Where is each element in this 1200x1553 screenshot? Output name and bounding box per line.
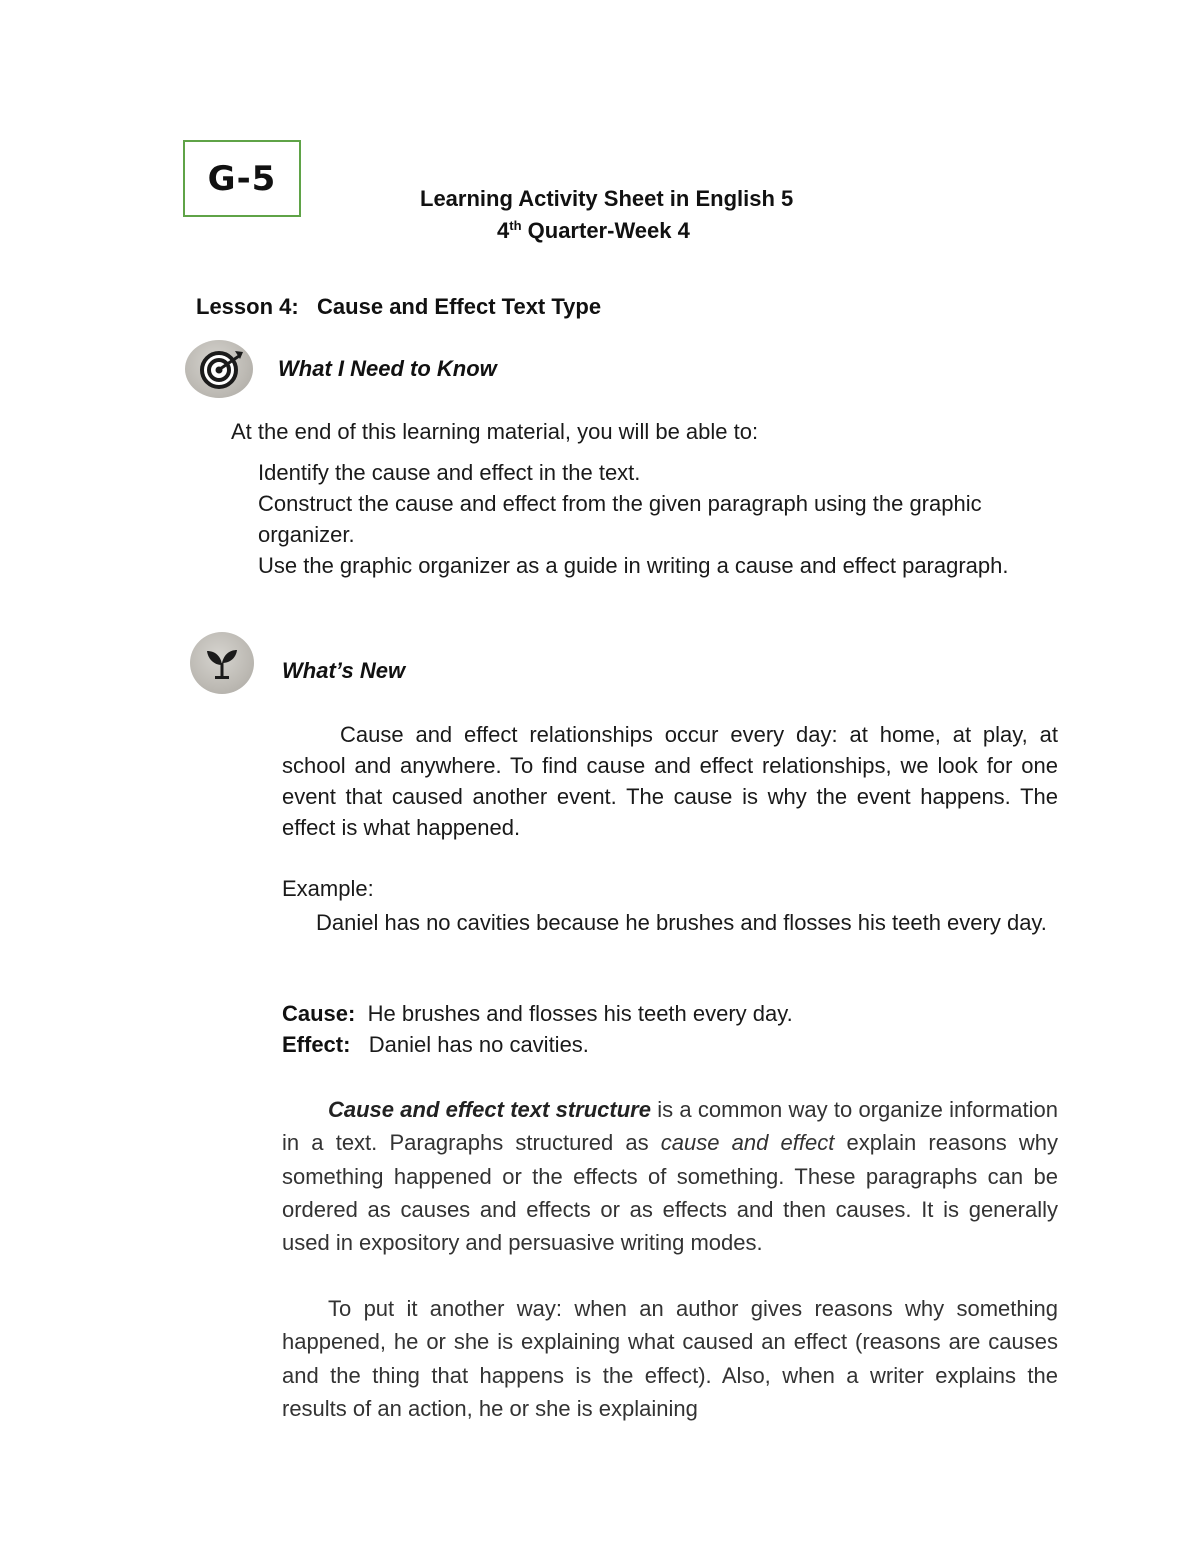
quarter-suffix: th — [509, 218, 522, 233]
leaf-icon — [190, 632, 254, 694]
example-sentence: Daniel has no cavities because he brushes and flosses his teeth every day. — [316, 910, 1047, 935]
structure-text-1: is a common way to organize information in a text. Paragraphs structured as — [282, 1097, 1058, 1156]
objectives-list — [258, 457, 1048, 581]
structure-text-2: explain reasons why something happened or the effects of something. These paragraphs can be ordered as causes and effects or as effects and then causes. It is generally used in expository and persuasive writing modes. — [282, 1130, 1058, 1256]
example-label: Example: — [282, 876, 374, 901]
whats-new-heading: What’s New — [282, 658, 406, 683]
lesson-heading — [196, 294, 601, 320]
lesson-label: Lesson 4: — [196, 294, 299, 319]
sheet-title: Learning Activity Sheet in English 5 — [420, 186, 794, 211]
cause-text: He brushes and flosses his teeth every day. — [367, 1001, 793, 1026]
objective-item: Construct the cause and effect from the given paragraph using the graphic organizer. — [258, 491, 982, 547]
objectives-intro: At the end of this learning material, you will be able to: — [231, 419, 759, 444]
another-way-paragraph: To put it another way: when an author gives reasons why something happened, he or she is explaining what caused an effect (reasons are causes and the thing that happens is the effect). Also, when a writer explains the results of an action, he or she is explaining — [282, 1296, 1058, 1421]
quarter-number: 4 — [497, 218, 510, 243]
structure-term: Cause and effect text structure — [328, 1097, 651, 1122]
objective-item: Use the graphic organizer as a guide in writing a cause and effect paragraph. — [258, 553, 1009, 578]
target-icon — [185, 340, 253, 398]
effect-text: Daniel has no cavities. — [368, 1032, 589, 1057]
text-structure-paragraph — [282, 1093, 1058, 1259]
effect-label: Effect: — [282, 1032, 351, 1057]
grade-level-box: G-5 — [183, 140, 301, 217]
lesson-title: Cause and Effect Text Type — [317, 294, 602, 319]
quarter-week — [497, 218, 690, 244]
what-i-need-to-know-heading: What I Need to Know — [278, 356, 497, 381]
structure-italic: cause and effect — [660, 1130, 835, 1156]
quarter-week-text: Quarter-Week 4 — [521, 218, 690, 243]
whats-new-paragraph: Cause and effect relationships occur every day: at home, at play, at school and anywhere. To find cause and effect relationships, we look for one event that caused another event. The cause is why the event happens. The effect is what happened. — [282, 722, 1058, 840]
effect-line — [282, 1032, 589, 1058]
cause-label: Cause: — [282, 1001, 356, 1026]
objective-item: Identify the cause and effect in the text. — [258, 460, 641, 485]
cause-line — [282, 1001, 793, 1027]
